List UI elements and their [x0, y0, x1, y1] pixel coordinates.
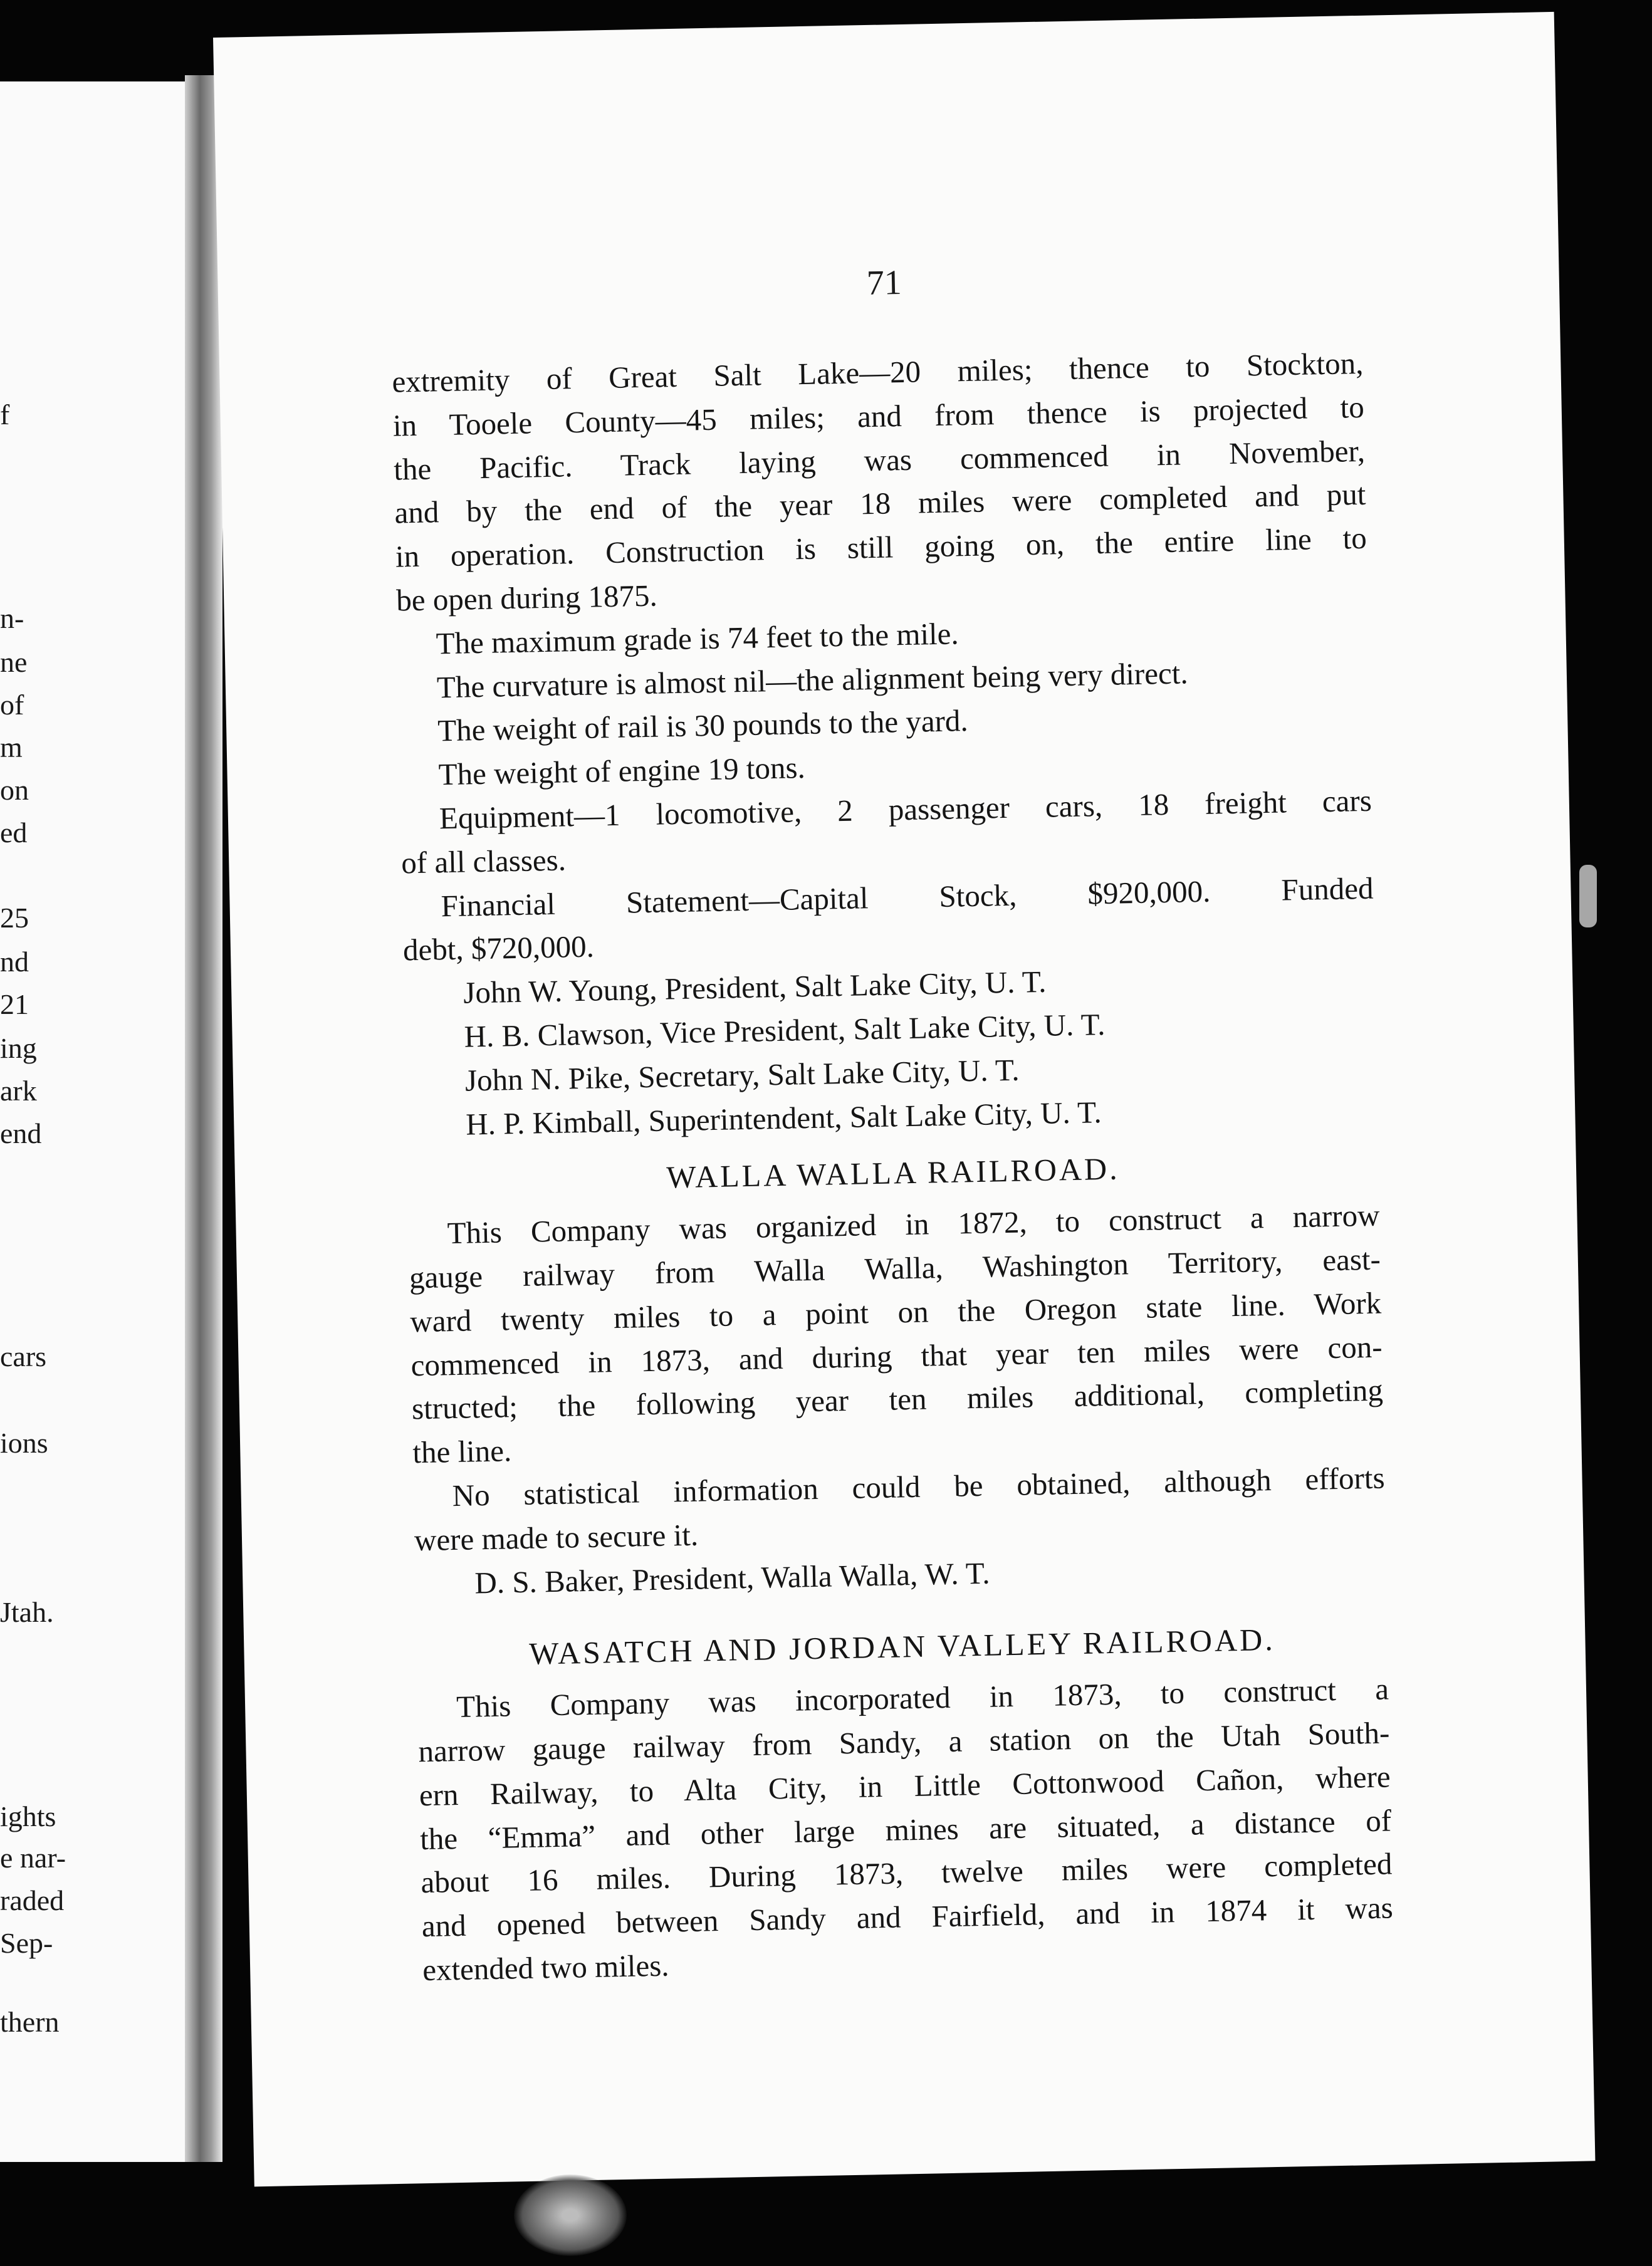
left-page-fragment: f: [0, 399, 10, 431]
left-page-fragment: of: [0, 689, 24, 721]
text-line: extremity of Great Salt Lake—20 miles; thence to Stockton,: [392, 345, 1364, 399]
text-line: structed; the following year ten miles additional, completing: [411, 1372, 1384, 1426]
text-line: This Company was organized in 1872, to construct a narrow: [447, 1198, 1380, 1251]
book-gutter-shadow: [185, 75, 222, 2162]
officer-line: H. P. Kimball, Superintendent, Salt Lake City, U. T.: [465, 1094, 1102, 1142]
left-page-fragment: 21: [0, 988, 29, 1020]
officer-line: D. S. Baker, President, Walla Walla, W. T.: [474, 1555, 990, 1600]
text-line: the “Emma” and other large mines are situated, a distance of: [419, 1802, 1392, 1856]
left-page-fragment: ed: [0, 817, 28, 848]
stat-line: The maximum grade is 74 feet to the mile.: [436, 616, 959, 661]
left-page-fragment: cars: [0, 1340, 47, 1372]
stat-line: The weight of rail is 30 pounds to the yard.: [437, 703, 969, 748]
left-page-fragment: on: [0, 774, 29, 806]
paper-damage-stain: [514, 2175, 627, 2256]
stat-line: The weight of engine 19 tons.: [438, 750, 806, 792]
left-page-fragment: thern: [0, 2006, 60, 2038]
page-body-text: [392, 342, 1394, 1992]
left-page-fragment: n-: [0, 602, 24, 634]
left-page-fragment: ark: [0, 1075, 37, 1107]
text-line: about 16 miles. During 1873, twelve miles were completed: [421, 1846, 1393, 1900]
left-page-fragment: Jtah.: [0, 1596, 54, 1628]
left-page-fragment: ne: [0, 646, 28, 678]
financial-line: debt, $720,000.: [402, 929, 595, 968]
equipment-line: Equipment—1 locomotive, 2 passenger cars, 18 freight cars: [439, 783, 1372, 836]
left-page-fragment: m: [0, 731, 23, 763]
page-number: 71: [866, 263, 902, 303]
officer-line: John N. Pike, Secretary, Salt Lake City, U. T.: [464, 1052, 1020, 1098]
left-page-fragment: Sep-: [0, 1927, 53, 1959]
text-line: ward twenty miles to a point on the Oregon state line. Work: [409, 1285, 1382, 1339]
right-page: [213, 12, 1595, 2186]
text-line: narrow gauge railway from Sandy, a station on the Utah South-: [418, 1715, 1390, 1769]
section-heading-wasatch: WASATCH AND JORDAN VALLEY RAILROAD.: [528, 1622, 1276, 1672]
left-page-fragment: raded: [0, 1884, 65, 1916]
left-page-fragment: nd: [0, 946, 29, 978]
left-page-fragment: ights: [0, 1800, 56, 1832]
text-line: the Pacific. Track laying was commenced in November,: [393, 433, 1366, 487]
text-line: were made to secure it.: [414, 1517, 699, 1557]
text-line: This Company was incorporated in 1873, to construct a: [456, 1671, 1389, 1725]
section-heading-walla-walla: WALLA WALLA RAILROAD.: [666, 1151, 1121, 1195]
text-line: commenced in 1873, and during that year ten miles were con-: [410, 1329, 1383, 1382]
text-line: the line.: [412, 1433, 512, 1470]
left-page-fragment: e nar-: [0, 1842, 66, 1874]
text-line: gauge railway from Walla Walla, Washington Territory, east-: [409, 1241, 1381, 1295]
left-page-fragment: ions: [0, 1427, 48, 1459]
financial-line: Financial Statement—Capital Stock, $920,000. Funded: [441, 870, 1374, 923]
text-line: No statistical information could be obtained, although efforts: [452, 1460, 1385, 1513]
text-line: ern Railway, to Alta City, in Little Cottonwood Cañon, where: [419, 1759, 1391, 1812]
left-facing-page: [0, 81, 194, 2162]
text-line: in operation. Construction is still going on, the entire line to: [395, 521, 1367, 574]
equipment-line: of all classes.: [400, 842, 567, 880]
left-page-fragment: ing: [0, 1032, 37, 1064]
text-line: and by the end of the year 18 miles were completed and put: [394, 477, 1366, 530]
text-line: be open during 1875.: [395, 578, 658, 618]
text-line: and opened between Sandy and Fairfield, and in 1874 it was: [421, 1890, 1394, 1944]
stat-line: The curvature is almost nil—the alignment being very direct.: [436, 655, 1189, 704]
page-edge-mark: [1579, 865, 1597, 927]
officer-line: John W. Young, President, Salt Lake City, U. T.: [463, 964, 1047, 1010]
text-line: in Tooele County—45 miles; and from thence is projected to: [392, 389, 1365, 443]
text-line: extended two miles.: [422, 1948, 669, 1988]
officer-line: H. B. Clawson, Vice President, Salt Lake City, U. T.: [464, 1006, 1106, 1054]
left-page-fragment: 25: [0, 902, 29, 934]
left-page-fragment: end: [0, 1117, 42, 1149]
